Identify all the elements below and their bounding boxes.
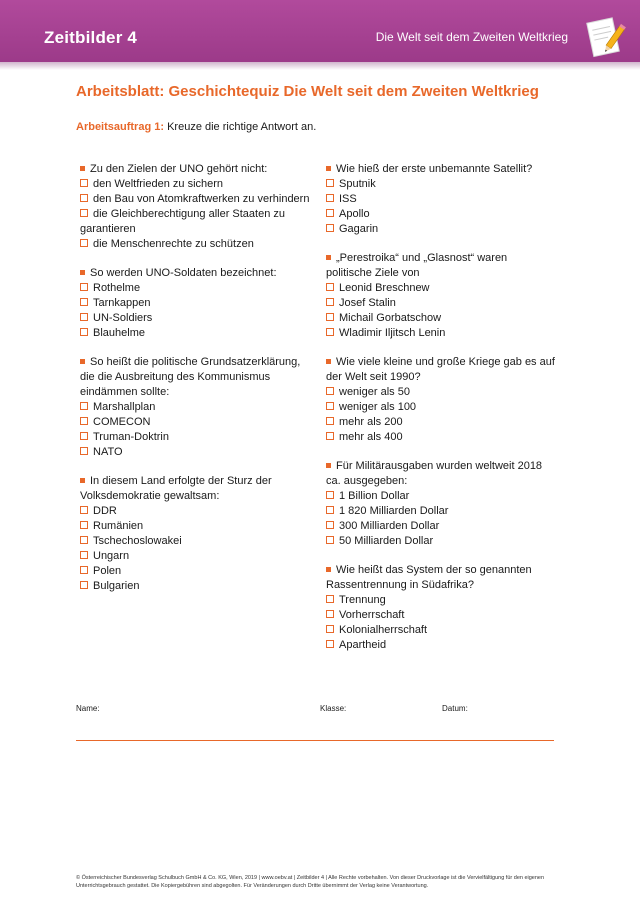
answer-label: Gagarin	[339, 223, 379, 235]
question-label: In diesem Land erfolgte der Sturz der Volksdemokratie gewaltsam:	[80, 475, 272, 502]
header-topic: Die Welt seit dem Zweiten Weltkrieg	[375, 30, 568, 44]
answer-label: Sputnik	[339, 178, 376, 190]
quiz-question	[326, 251, 556, 341]
question-text	[326, 355, 556, 385]
answer-label: 1 820 Milliarden Dollar	[339, 505, 449, 517]
answer-label: die Gleichberechtigung aller Staaten zu garantieren	[80, 208, 286, 235]
checkbox-icon[interactable]	[80, 551, 88, 559]
answer-option[interactable]	[80, 445, 310, 460]
checkbox-icon[interactable]	[80, 194, 88, 202]
answer-label: Marshallplan	[93, 401, 156, 413]
paper-pencil-icon	[582, 14, 626, 60]
checkbox-icon[interactable]	[326, 432, 334, 440]
checkbox-icon[interactable]	[80, 298, 88, 306]
answer-option[interactable]	[80, 237, 310, 252]
answer-label: Apollo	[339, 208, 370, 220]
answer-option[interactable]	[326, 593, 556, 608]
answer-label: Apartheid	[339, 639, 387, 651]
checkbox-icon[interactable]	[326, 521, 334, 529]
answer-option[interactable]	[326, 489, 556, 504]
answer-option[interactable]	[326, 623, 556, 638]
checkbox-icon[interactable]	[326, 194, 334, 202]
question-label: Für Militärausgaben wurden weltweit 2018 ca. ausgegeben:	[326, 460, 543, 487]
square-bullet-icon	[80, 359, 85, 364]
question-text	[80, 162, 310, 177]
checkbox-icon[interactable]	[326, 283, 334, 291]
answer-option[interactable]	[80, 549, 310, 564]
checkbox-icon[interactable]	[326, 610, 334, 618]
answer-label: Blauhelme	[93, 327, 145, 339]
answer-option[interactable]	[80, 564, 310, 579]
answer-label: Bulgarien	[93, 580, 140, 592]
checkbox-icon[interactable]	[80, 521, 88, 529]
checkbox-icon[interactable]	[326, 491, 334, 499]
answer-option[interactable]	[80, 400, 310, 415]
checkbox-icon[interactable]	[80, 506, 88, 514]
right-question-column	[326, 162, 556, 667]
square-bullet-icon	[326, 463, 331, 468]
checkbox-icon[interactable]	[326, 506, 334, 514]
question-label: So werden UNO-Soldaten bezeichnet:	[90, 267, 277, 279]
checkbox-icon[interactable]	[80, 432, 88, 440]
checkbox-icon[interactable]	[80, 417, 88, 425]
checkbox-icon[interactable]	[326, 209, 334, 217]
square-bullet-icon	[326, 359, 331, 364]
answer-label: DDR	[93, 505, 117, 517]
answer-label: den Bau von Atomkraftwerken zu verhindern	[93, 193, 310, 205]
answer-label: mehr als 200	[339, 416, 403, 428]
quiz-question	[80, 474, 310, 594]
checkbox-icon[interactable]	[326, 179, 334, 187]
copyright-footer: © Österreichischer Bundesverlag Schulbuch GmbH & Co. KG, Wien, 2019 | www.oebv.at | Zeitbilder 4 | Alle Rechte vorbehalten. Von dieser Druckvorlage ist die Vervielfältigung für den eigenen Unterrichtsgebrauch gestattet. Die Kopiergebühren sind abgegolten. Für Veränderungen durch Dritte übernimmt der Verlag keine Verantwortung.	[76, 875, 545, 889]
answer-label: 300 Milliarden Dollar	[339, 520, 440, 532]
checkbox-icon[interactable]	[326, 313, 334, 321]
checkbox-icon[interactable]	[326, 298, 334, 306]
checkbox-icon[interactable]	[326, 595, 334, 603]
answer-option[interactable]	[326, 519, 556, 534]
answer-label: weniger als 50	[339, 386, 410, 398]
answer-label: den Weltfrieden zu sichern	[93, 178, 224, 190]
square-bullet-icon	[326, 567, 331, 572]
page-title: Arbeitsblatt: Geschichtequiz Die Welt seit dem Zweiten Weltkrieg	[76, 83, 539, 100]
answer-option[interactable]	[326, 192, 556, 207]
quiz-question	[80, 162, 310, 252]
name-label: Name:	[76, 704, 100, 713]
answer-label: Ungarn	[93, 550, 130, 562]
question-text	[80, 355, 310, 400]
answer-option[interactable]	[80, 415, 310, 430]
checkbox-icon[interactable]	[80, 179, 88, 187]
question-text	[80, 474, 310, 504]
answer-option[interactable]	[326, 281, 556, 296]
answer-option[interactable]	[326, 415, 556, 430]
answer-option[interactable]	[80, 504, 310, 519]
left-question-column	[80, 162, 310, 608]
checkbox-icon[interactable]	[326, 387, 334, 395]
checkbox-icon[interactable]	[80, 239, 88, 247]
checkbox-icon[interactable]	[80, 536, 88, 544]
question-label: Wie hieß der erste unbemannte Satellit?	[336, 163, 533, 175]
answer-option[interactable]	[80, 177, 310, 192]
answer-option[interactable]	[326, 177, 556, 192]
answer-label: Rumänien	[93, 520, 144, 532]
checkbox-icon[interactable]	[80, 283, 88, 291]
answer-label: Kolonialherrschaft	[339, 624, 428, 636]
answer-option[interactable]	[80, 192, 310, 207]
answer-label: Tschechoslowakei	[93, 535, 182, 547]
question-text	[326, 563, 556, 593]
answer-option[interactable]	[80, 326, 310, 341]
answer-option[interactable]	[326, 222, 556, 237]
answer-option[interactable]	[326, 430, 556, 445]
class-label: Klasse:	[320, 704, 347, 713]
brand-title: Zeitbilder 4	[44, 28, 138, 47]
question-text	[326, 251, 556, 281]
quiz-question	[326, 355, 556, 445]
checkbox-icon[interactable]	[80, 566, 88, 574]
checkbox-icon[interactable]	[80, 581, 88, 589]
answer-option[interactable]	[326, 385, 556, 400]
answer-option[interactable]	[326, 504, 556, 519]
question-text	[80, 266, 310, 281]
answer-option[interactable]	[80, 311, 310, 326]
answer-label: Wladimir Iljitsch Lenin	[339, 327, 446, 339]
answer-option[interactable]	[80, 207, 310, 237]
answer-option[interactable]	[326, 400, 556, 415]
answer-label: Polen	[93, 565, 122, 577]
answer-label: Josef Stalin	[339, 297, 396, 309]
question-label: So heißt die politische Grundsatzerklärung, die die Ausbreitung des Kommunismus eindämmen sollte:	[80, 356, 301, 398]
answer-option[interactable]	[326, 534, 556, 549]
checkbox-icon[interactable]	[326, 328, 334, 336]
answer-label: Trennung	[339, 594, 386, 606]
square-bullet-icon	[326, 255, 331, 260]
question-text	[326, 459, 556, 489]
answer-option[interactable]	[80, 579, 310, 594]
answer-label: Rothelme	[93, 282, 141, 294]
quiz-question	[326, 459, 556, 549]
answer-option[interactable]	[326, 311, 556, 326]
task-text: Kreuze die richtige Antwort an.	[164, 121, 317, 133]
square-bullet-icon	[80, 166, 85, 171]
checkbox-icon[interactable]	[326, 640, 334, 648]
answer-option[interactable]	[80, 296, 310, 311]
answer-option[interactable]	[326, 608, 556, 623]
square-bullet-icon	[80, 478, 85, 483]
question-label: „Perestroika“ und „Glasnost“ waren politische Ziele von	[326, 252, 508, 279]
checkbox-icon[interactable]	[326, 625, 334, 633]
answer-label: die Menschenrechte zu schützen	[93, 238, 254, 250]
answer-option[interactable]	[326, 326, 556, 341]
answer-label: Truman-Doktrin	[93, 431, 169, 443]
answer-option[interactable]	[326, 207, 556, 222]
checkbox-icon[interactable]	[326, 402, 334, 410]
answer-label: mehr als 400	[339, 431, 403, 443]
question-label: Wie viele kleine und große Kriege gab es auf der Welt seit 1990?	[326, 356, 555, 383]
quiz-question	[326, 162, 556, 237]
question-label: Wie heißt das System der so genannten Rassentrennung in Südafrika?	[326, 564, 532, 591]
square-bullet-icon	[80, 270, 85, 275]
checkbox-icon[interactable]	[80, 313, 88, 321]
question-text	[326, 162, 556, 177]
answer-label: 1 Billion Dollar	[339, 490, 410, 502]
quiz-question	[80, 355, 310, 460]
task-instruction	[76, 121, 316, 133]
question-label: Zu den Zielen der UNO gehört nicht:	[90, 163, 268, 175]
answer-option[interactable]	[80, 534, 310, 549]
answer-option[interactable]	[80, 430, 310, 445]
checkbox-icon[interactable]	[326, 224, 334, 232]
checkbox-icon[interactable]	[80, 402, 88, 410]
answer-option[interactable]	[80, 519, 310, 534]
checkbox-icon[interactable]	[326, 417, 334, 425]
checkbox-icon[interactable]	[80, 328, 88, 336]
answer-label: 50 Milliarden Dollar	[339, 535, 434, 547]
checkbox-icon[interactable]	[80, 447, 88, 455]
signature-line	[76, 740, 554, 741]
answer-label: COMECON	[93, 416, 151, 428]
header-banner	[0, 0, 640, 62]
date-label: Datum:	[442, 704, 468, 713]
answer-option[interactable]	[80, 281, 310, 296]
answer-option[interactable]	[326, 296, 556, 311]
checkbox-icon[interactable]	[80, 209, 88, 217]
answer-label: Vorherrschaft	[339, 609, 405, 621]
quiz-question	[80, 266, 310, 341]
answer-label: Leonid Breschnew	[339, 282, 430, 294]
answer-label: UN-Soldiers	[93, 312, 153, 324]
checkbox-icon[interactable]	[326, 536, 334, 544]
answer-label: NATO	[93, 446, 123, 458]
answer-option[interactable]	[326, 638, 556, 653]
answer-label: Michail Gorbatschow	[339, 312, 442, 324]
task-label: Arbeitsauftrag 1:	[76, 121, 165, 133]
answer-label: Tarnkappen	[93, 297, 151, 309]
quiz-question	[326, 563, 556, 653]
answer-label: ISS	[339, 193, 357, 205]
answer-label: weniger als 100	[339, 401, 417, 413]
square-bullet-icon	[326, 166, 331, 171]
